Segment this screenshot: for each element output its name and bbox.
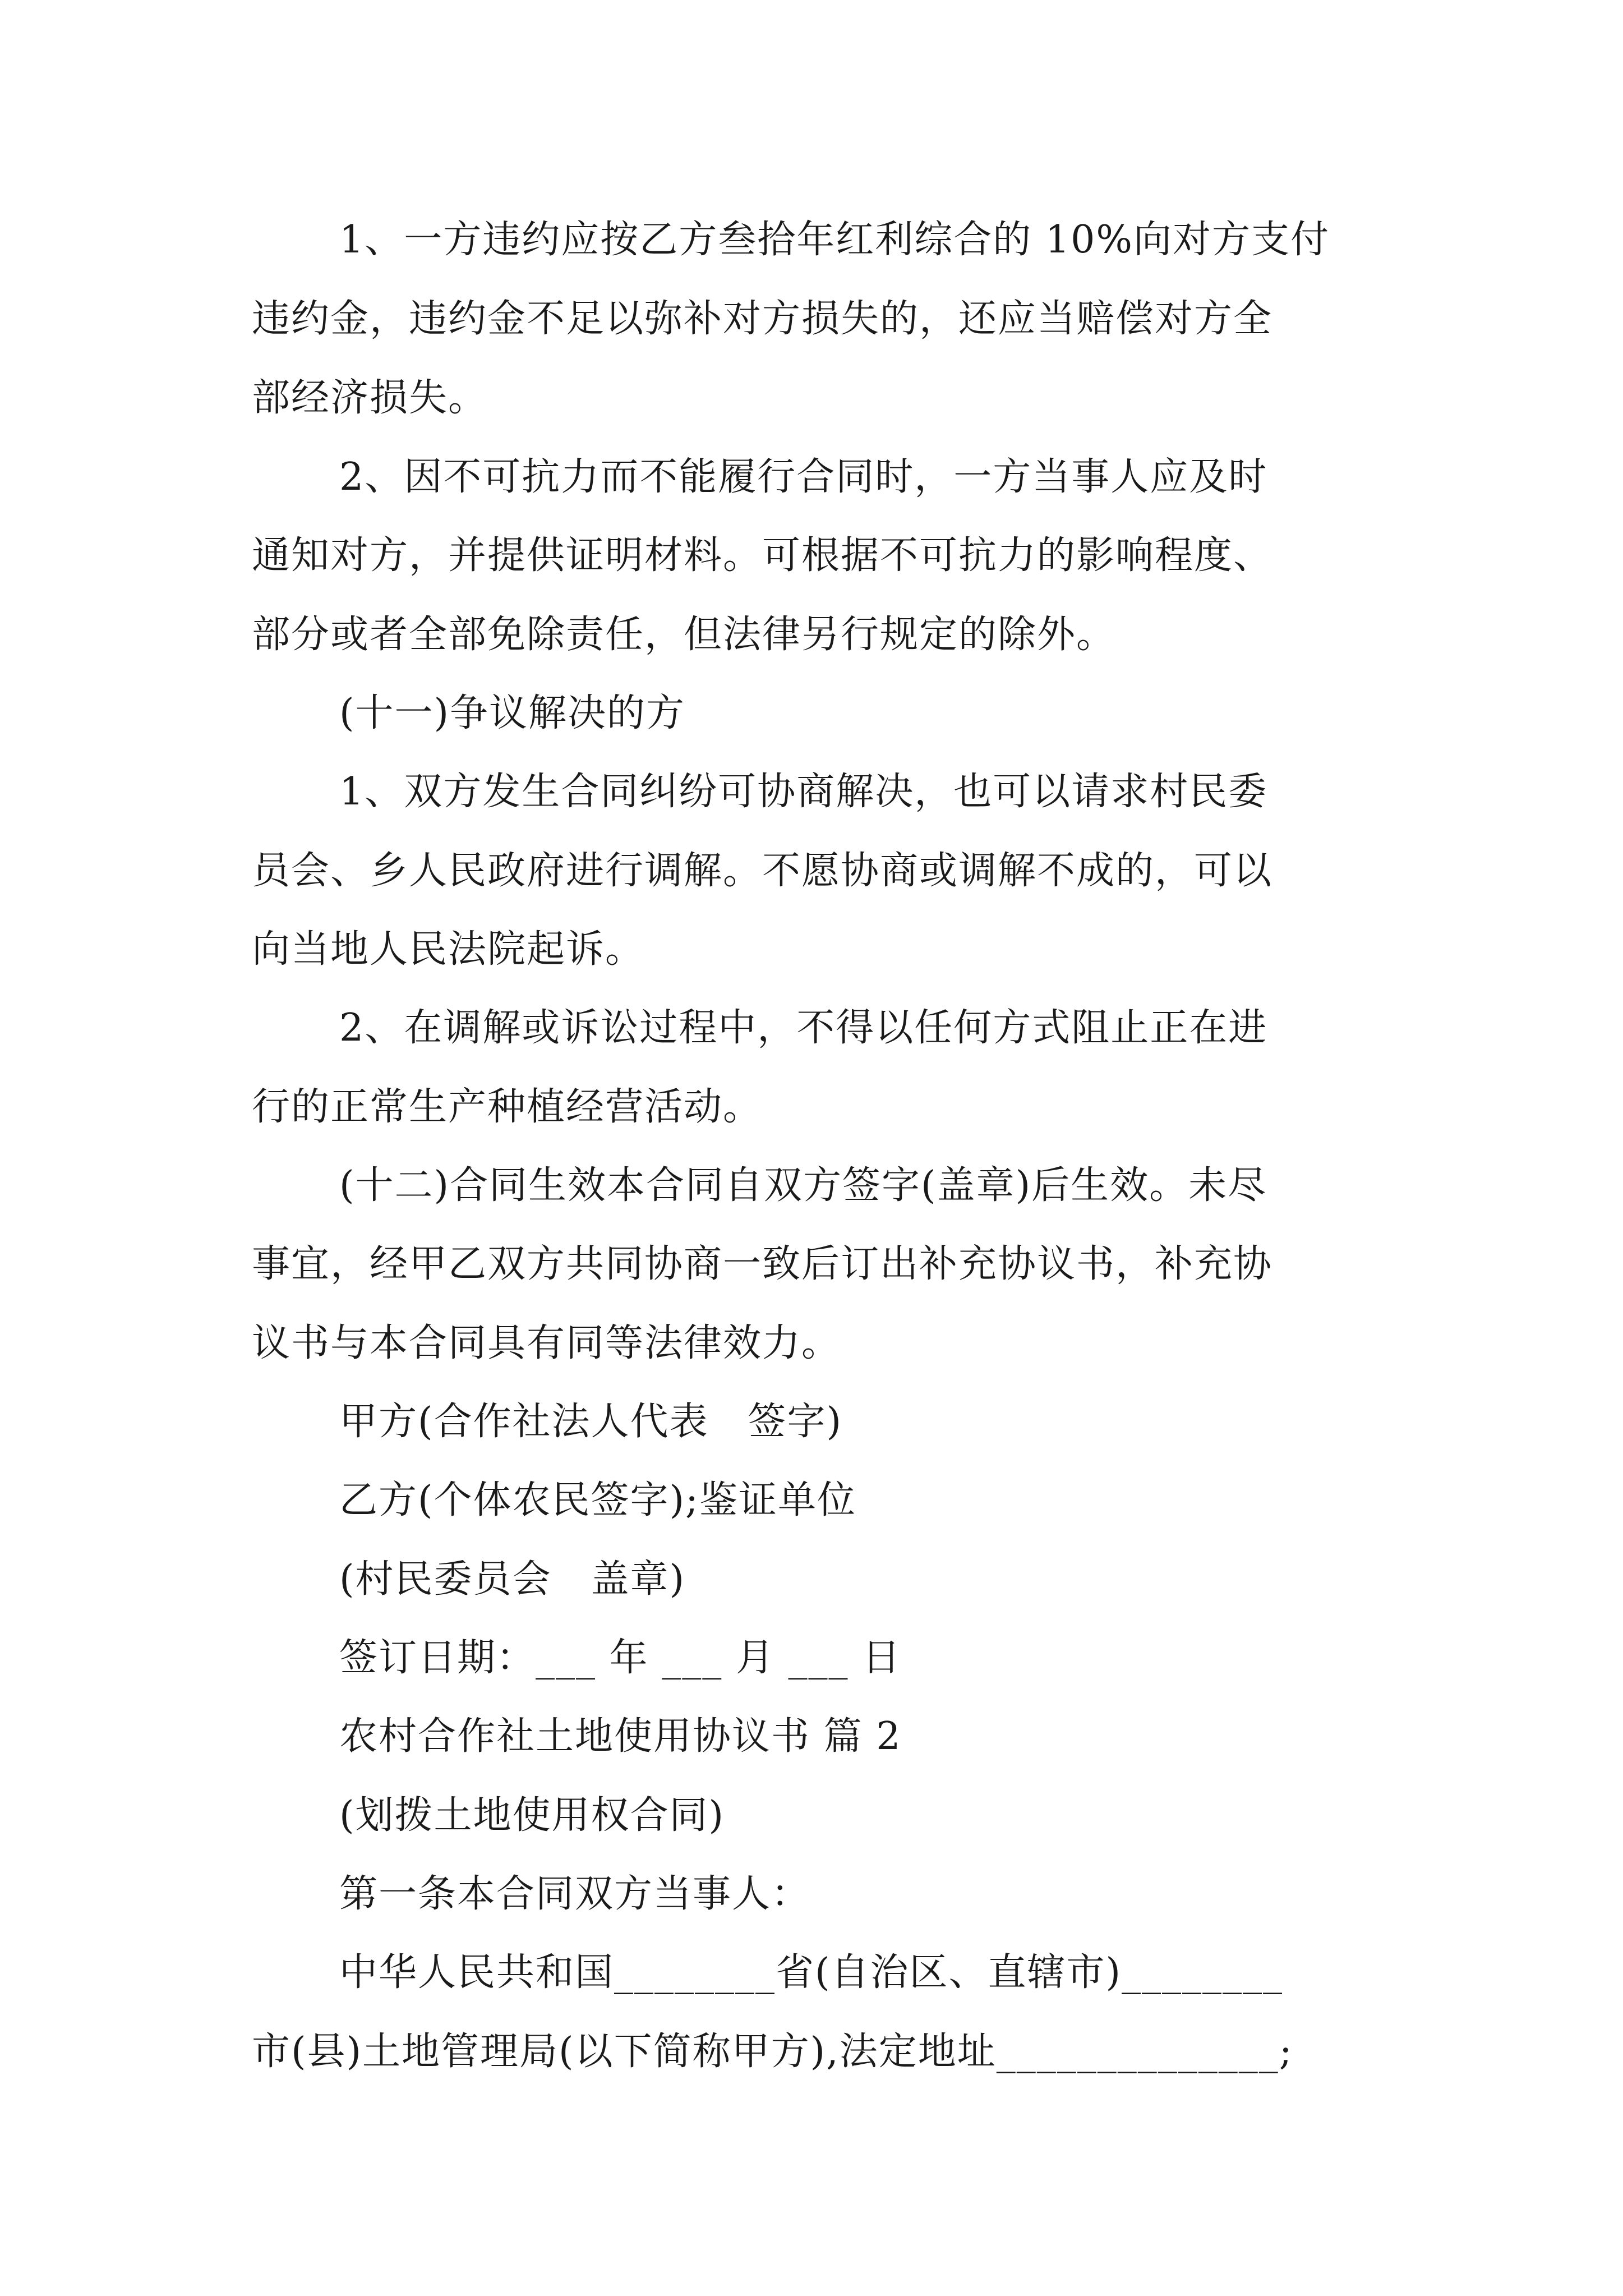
text-line: 2、在调解或诉讼过程中，不得以任何方式阻止正在进 — [339, 1006, 1268, 1050]
text-line: 甲方(合作社法人代表 签字) — [339, 1400, 843, 1444]
text-line: (村民委员会 盖章) — [339, 1557, 686, 1602]
text-line: (十一)争议解决的方 — [339, 691, 686, 735]
text-line: 行的正常生产种植经营活动。 — [252, 1085, 763, 1129]
text-line: 1、一方违约应按乙方叁拾年红利综合的 10%向对方支付 — [339, 218, 1330, 262]
text-line: 向当地人民法院起诉。 — [252, 927, 645, 972]
text-line: 事宜，经甲乙双方共同协商一致后订出补充协议书，补充协 — [252, 1242, 1273, 1286]
text-line: 员会、乡人民政府进行调解。不愿协商或调解不成的，可以 — [252, 849, 1273, 893]
text-line: (划拨土地使用权合同) — [339, 1793, 725, 1838]
text-line: 2、因不可抗力而不能履行合同时，一方当事人应及时 — [339, 455, 1268, 499]
text-line: (十二)合同生效本合同自双方签字(盖章)后生效。未尽 — [339, 1163, 1267, 1208]
text-line: 第一条本合同双方当事人： — [339, 1872, 811, 1916]
text-line: 1、双方发生合同纠纷可协商解决，也可以请求村民委 — [339, 770, 1268, 814]
text-line: 农村合作社土地使用协议书 篇 2 — [339, 1714, 902, 1759]
text-line: 乙方(个体农民签字);鉴证单位 — [339, 1478, 856, 1522]
text-line: 中华人民共和国________省(自治区、直辖市)________ — [339, 1950, 1284, 1995]
text-line: 议书与本合同具有同等法律效力。 — [252, 1321, 841, 1365]
text-line: 违约金，违约金不足以弥补对方损失的，还应当赔偿对方全 — [252, 297, 1273, 341]
text-line: 市(县)土地管理局(以下简称甲方),法定地址______________; — [252, 2030, 1293, 2074]
text-line: 部经济损失。 — [252, 376, 488, 420]
text-line: 通知对方，并提供证明材料。可根据不可抗力的影响程度、 — [252, 533, 1273, 578]
text-line: 签订日期：___ 年 ___ 月 ___ 日 — [339, 1636, 902, 1680]
text-line: 部分或者全部免除责任，但法律另行规定的除外。 — [252, 613, 1116, 657]
